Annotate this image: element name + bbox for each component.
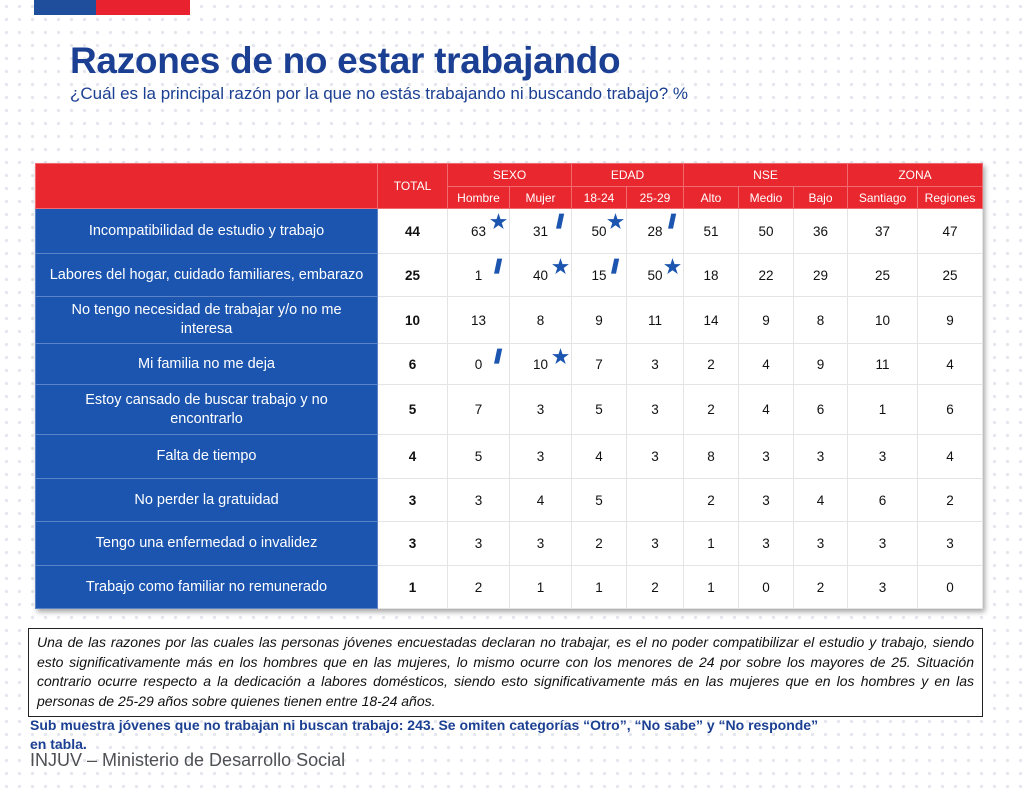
row-value xyxy=(627,297,684,344)
table-row xyxy=(36,566,983,609)
sample-note: Sub muestra jóvenes que no trabajan ni buscan trabajo: 243. Se omiten categorías “Otro”, “No sabe” y “No responde” en tabla. xyxy=(30,717,819,752)
row-value xyxy=(918,435,983,479)
row-value xyxy=(448,209,510,254)
value-text: 5 xyxy=(595,402,603,417)
table-row xyxy=(36,479,983,522)
row-value xyxy=(510,385,572,435)
value-text: 37 xyxy=(875,223,891,239)
value-text: 63 xyxy=(470,223,487,239)
value-text: 2 xyxy=(474,579,483,595)
value-text: 3 xyxy=(651,449,659,464)
value-text: 8 xyxy=(536,312,545,328)
value-text: 15 xyxy=(591,267,607,283)
flag-stripe xyxy=(34,0,190,15)
value-text: 2 xyxy=(707,356,715,372)
row-value xyxy=(627,479,684,522)
header-group-zona: ZONA xyxy=(848,164,983,187)
value-text: 3 xyxy=(536,402,545,417)
value-text: 50 xyxy=(591,223,607,239)
value-text: 22 xyxy=(758,267,774,283)
row-value xyxy=(848,209,918,254)
row-value xyxy=(918,566,983,609)
row-value xyxy=(684,254,739,297)
value-text: 4 xyxy=(762,356,770,372)
row-label: Tengo una enfermedad o invalidez xyxy=(36,522,378,566)
row-label: Incompatibilidad de estudio y trabajo xyxy=(36,209,378,254)
subheader-alto: Alto xyxy=(684,187,739,209)
row-value xyxy=(848,522,918,566)
value-text: 2 xyxy=(595,536,603,551)
value-text: 0 xyxy=(946,579,954,595)
flag-red-block xyxy=(96,0,190,15)
significance-tick-icon: ❚ xyxy=(552,211,570,229)
value-text: 10 xyxy=(532,356,549,372)
subheader-mujer: Mujer xyxy=(510,187,572,209)
row-value xyxy=(510,435,572,479)
value-text: 25 xyxy=(875,267,891,283)
footer-ministry: INJUV – Ministerio de Desarrollo Social xyxy=(30,750,346,770)
row-value xyxy=(684,522,739,566)
row-value xyxy=(918,297,983,344)
value-text: 0 xyxy=(474,356,483,372)
row-value xyxy=(627,344,684,385)
row-value xyxy=(848,254,918,297)
subheader-hombre: Hombre xyxy=(448,187,510,209)
row-total: 3 xyxy=(378,479,448,522)
value-text: 1 xyxy=(474,267,483,283)
row-value xyxy=(627,209,684,254)
value-text: 3 xyxy=(762,449,770,464)
value-text: 8 xyxy=(707,449,715,464)
value-text: 40 xyxy=(532,267,549,283)
significance-star-icon: ★ xyxy=(489,212,507,233)
value-text: 3 xyxy=(946,536,954,551)
value-text: 2 xyxy=(707,402,715,417)
value-text: 11 xyxy=(875,356,890,372)
row-value xyxy=(572,297,627,344)
value-text: 1 xyxy=(595,579,603,595)
value-text: 3 xyxy=(762,536,770,551)
table-row xyxy=(36,522,983,566)
value-text: 7 xyxy=(474,402,483,417)
row-value xyxy=(572,479,627,522)
row-label: Estoy cansado de buscar trabajo y no encontrarlo xyxy=(36,385,378,435)
value-text: 1 xyxy=(878,402,887,417)
significance-tick-icon: ❚ xyxy=(490,346,508,364)
significance-star-icon: ★ xyxy=(551,347,570,368)
value-text: 4 xyxy=(946,356,954,372)
row-value xyxy=(848,435,918,479)
row-value xyxy=(448,297,510,344)
subheader-santiago: Santiago xyxy=(848,187,918,209)
value-text: 31 xyxy=(532,223,549,239)
row-value xyxy=(739,209,794,254)
value-text: 7 xyxy=(595,356,603,372)
value-text: 51 xyxy=(703,223,719,239)
row-value xyxy=(739,254,794,297)
row-total: 44 xyxy=(378,209,448,254)
row-value xyxy=(848,385,918,435)
value-text: 9 xyxy=(762,312,770,328)
row-total: 6 xyxy=(378,344,448,385)
value-text: 2 xyxy=(707,492,715,508)
row-value xyxy=(448,344,510,385)
row-value xyxy=(684,385,739,435)
row-label: Labores del hogar, cuidado familiares, embarazo xyxy=(36,254,378,297)
value-text: 36 xyxy=(813,223,829,239)
page-title: Razones de no estar trabajando xyxy=(70,40,621,81)
value-text: 10 xyxy=(875,312,891,328)
row-value xyxy=(848,297,918,344)
value-text: 9 xyxy=(595,312,603,328)
row-value xyxy=(794,522,848,566)
row-value xyxy=(794,344,848,385)
row-value xyxy=(739,297,794,344)
value-text: 6 xyxy=(816,402,825,417)
row-value xyxy=(739,435,794,479)
row-value xyxy=(510,209,572,254)
row-value xyxy=(448,385,510,435)
row-total: 4 xyxy=(378,435,448,479)
value-text: 3 xyxy=(816,536,825,551)
analysis-note: Una de las razones por las cuales las personas jóvenes encuestadas declaran no trabajar, es el no poder compatibilizar el estudio y trabajo, siendo esto significativamente más en los hombres que en las mujeres, lo mismo ocurre con los menores de 24 por sobre los mayores de 25. Situación contrario ocurre respecto a la dedicación a labores domésticos, siendo esto significativamente más en las mujeres que en los hombres y en las personas de 25-29 años sobre quienes tienen entre 18-24 años. xyxy=(28,628,983,717)
row-value xyxy=(918,209,983,254)
table-row xyxy=(36,297,983,344)
row-value xyxy=(684,297,739,344)
row-value xyxy=(684,209,739,254)
row-value xyxy=(794,479,848,522)
value-text: 11 xyxy=(648,312,663,328)
row-total: 10 xyxy=(378,297,448,344)
subheader-25-29: 25-29 xyxy=(627,187,684,209)
value-text: 6 xyxy=(878,492,887,508)
significance-star-icon: ★ xyxy=(606,212,625,233)
row-label: Falta de tiempo xyxy=(36,435,378,479)
value-text: 25 xyxy=(942,267,958,283)
value-text: 3 xyxy=(651,356,659,372)
value-text: 5 xyxy=(474,449,483,464)
row-value xyxy=(918,344,983,385)
value-text: 4 xyxy=(762,402,770,417)
row-value xyxy=(510,479,572,522)
header-group-edad: EDAD xyxy=(572,164,684,187)
value-text: 8 xyxy=(816,312,825,328)
value-text: 3 xyxy=(536,536,545,551)
header-group-sexo: SEXO xyxy=(448,164,572,187)
row-value xyxy=(448,254,510,297)
row-value xyxy=(627,522,684,566)
row-value xyxy=(510,254,572,297)
row-value xyxy=(739,522,794,566)
value-text: 3 xyxy=(762,492,770,508)
row-label: Trabajo como familiar no remunerado xyxy=(36,566,378,609)
value-text: 1 xyxy=(707,579,715,595)
row-value xyxy=(684,479,739,522)
row-value xyxy=(794,385,848,435)
row-value xyxy=(627,254,684,297)
value-text: 3 xyxy=(536,449,545,464)
row-value xyxy=(918,254,983,297)
value-text: 4 xyxy=(946,449,954,464)
flag-blue-block xyxy=(34,0,96,15)
value-text: 3 xyxy=(474,492,483,508)
value-text: 3 xyxy=(474,536,483,551)
row-total: 25 xyxy=(378,254,448,297)
row-value xyxy=(510,566,572,609)
row-value xyxy=(510,297,572,344)
row-label: No perder la gratuidad xyxy=(36,479,378,522)
value-text: 50 xyxy=(758,223,774,239)
value-text: 29 xyxy=(813,267,829,283)
value-text: 13 xyxy=(470,312,487,328)
value-text: 14 xyxy=(703,312,719,328)
value-text: 18 xyxy=(703,267,719,283)
value-text: 3 xyxy=(651,536,659,551)
value-text: 3 xyxy=(878,536,887,551)
value-text: 3 xyxy=(878,449,887,464)
row-value xyxy=(918,479,983,522)
value-text: 0 xyxy=(762,579,770,595)
table-row xyxy=(36,435,983,479)
value-text: 5 xyxy=(595,492,603,508)
row-value xyxy=(739,479,794,522)
row-value xyxy=(684,435,739,479)
value-text: 3 xyxy=(816,449,825,464)
row-value xyxy=(684,344,739,385)
table-body xyxy=(36,209,983,609)
row-total: 5 xyxy=(378,385,448,435)
row-value xyxy=(794,254,848,297)
value-text: 4 xyxy=(595,449,603,464)
row-value xyxy=(448,479,510,522)
value-text: 9 xyxy=(816,356,825,372)
row-value xyxy=(572,566,627,609)
row-value xyxy=(572,385,627,435)
row-value xyxy=(572,435,627,479)
row-value xyxy=(918,522,983,566)
subheader-bajo: Bajo xyxy=(794,187,848,209)
row-value xyxy=(572,254,627,297)
row-value xyxy=(848,566,918,609)
row-value xyxy=(794,297,848,344)
header-row-groups xyxy=(36,164,983,187)
subheader-medio: Medio xyxy=(739,187,794,209)
header-group-nse: NSE xyxy=(684,164,848,187)
page-subtitle: ¿Cuál es la principal razón por la que no estás trabajando ni buscando trabajo? % xyxy=(70,84,689,103)
row-value xyxy=(510,344,572,385)
subheader-18-24: 18-24 xyxy=(572,187,627,209)
value-text: 4 xyxy=(536,492,545,508)
row-value xyxy=(684,566,739,609)
row-value xyxy=(572,344,627,385)
significance-tick-icon: ❚ xyxy=(490,256,508,274)
row-value xyxy=(627,566,684,609)
value-text: 47 xyxy=(942,223,958,239)
row-value xyxy=(848,344,918,385)
table-row xyxy=(36,385,983,435)
value-text: 9 xyxy=(946,312,954,328)
value-text: 3 xyxy=(878,579,887,595)
row-value xyxy=(448,435,510,479)
row-value xyxy=(794,566,848,609)
table-row xyxy=(36,254,983,297)
row-value xyxy=(510,522,572,566)
value-text: 6 xyxy=(946,402,954,417)
row-value xyxy=(627,435,684,479)
row-value xyxy=(794,209,848,254)
row-value xyxy=(739,385,794,435)
row-label: No tengo necesidad de trabajar y/o no me interesa xyxy=(36,297,378,344)
row-value xyxy=(448,522,510,566)
header-total: TOTAL xyxy=(378,164,448,209)
value-text: 1 xyxy=(536,579,545,595)
header-corner xyxy=(36,164,378,209)
value-text: 1 xyxy=(707,536,715,551)
value-text: 50 xyxy=(647,267,663,283)
row-value xyxy=(627,385,684,435)
significance-tick-icon: ❚ xyxy=(607,256,625,274)
row-value xyxy=(739,344,794,385)
row-total: 1 xyxy=(378,566,448,609)
row-value xyxy=(918,385,983,435)
significance-tick-icon: ❚ xyxy=(664,211,682,229)
subheader-regiones: Regiones xyxy=(918,187,983,209)
row-value xyxy=(572,522,627,566)
row-value xyxy=(448,566,510,609)
value-text: 2 xyxy=(651,579,659,595)
row-label: Mi familia no me deja xyxy=(36,344,378,385)
row-total: 3 xyxy=(378,522,448,566)
value-text: 28 xyxy=(647,223,663,239)
value-text: 2 xyxy=(946,492,954,508)
value-text: 3 xyxy=(651,402,659,417)
value-text: 4 xyxy=(816,492,825,508)
row-value xyxy=(739,566,794,609)
significance-star-icon: ★ xyxy=(663,257,682,278)
value-text: 2 xyxy=(816,579,825,595)
row-value xyxy=(794,435,848,479)
table-row xyxy=(36,209,983,254)
row-value xyxy=(572,209,627,254)
significance-star-icon: ★ xyxy=(551,257,570,278)
results-table xyxy=(35,163,983,609)
row-value xyxy=(848,479,918,522)
table-row xyxy=(36,344,983,385)
